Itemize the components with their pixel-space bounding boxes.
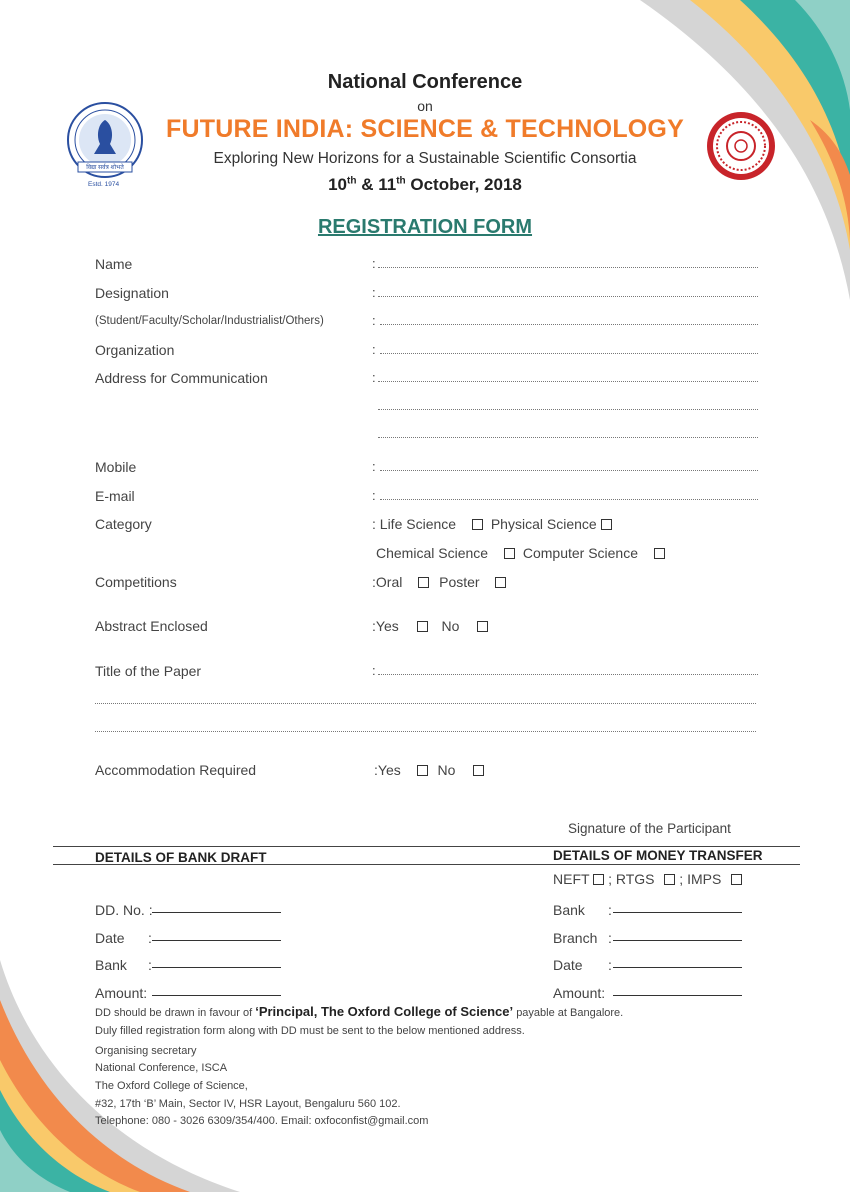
title-paper-field-line2[interactable] xyxy=(95,703,756,704)
address-field-line2[interactable] xyxy=(378,409,758,410)
neft-label: NEFT xyxy=(553,871,590,887)
accommodation-yes-checkbox[interactable] xyxy=(417,765,428,776)
address-line-1: Organising secretary xyxy=(95,1045,197,1057)
accommodation-label: Accommodation Required xyxy=(95,762,257,778)
abstract-label: Abstract Enclosed xyxy=(95,618,208,634)
name-label: Name xyxy=(95,256,133,272)
category-label: Category xyxy=(95,516,152,532)
address-field-line1[interactable] xyxy=(378,381,758,382)
title-paper-colon: : xyxy=(372,663,376,678)
name-field[interactable] xyxy=(378,267,758,268)
dd-instruction: DD should be drawn in favour of ‘Principal, The Oxford College of Science’ payable at Bangalore. xyxy=(95,1004,624,1019)
dd-payee: ‘Principal, The Oxford College of Science’ xyxy=(255,1004,514,1019)
abstract-yes-label: Yes xyxy=(375,618,399,634)
comp-oral-label: Oral xyxy=(375,574,403,590)
conference-dates: 10th & 11th October, 2018 xyxy=(328,175,522,194)
address-label: Address for Communication xyxy=(95,370,268,386)
mt-bank-label: Bank xyxy=(553,902,585,918)
conference-subtitle: Exploring New Horizons for a Sustainable Scientific Consortia xyxy=(213,150,637,167)
designation-hint-colon: : xyxy=(372,313,376,328)
dd-amount-field[interactable] xyxy=(152,995,281,996)
accommodation-no-checkbox[interactable] xyxy=(473,765,484,776)
email-colon: : xyxy=(372,488,376,503)
imps-label: ; IMPS xyxy=(679,871,722,887)
organization-field[interactable] xyxy=(380,353,758,354)
form-title: REGISTRATION FORM xyxy=(317,216,533,238)
comp-poster-label: Poster xyxy=(439,574,480,590)
name-colon: : xyxy=(372,256,376,271)
rtgs-checkbox[interactable] xyxy=(664,874,675,885)
dd-bank-colon: : xyxy=(148,957,152,973)
accommodation-no-label: No xyxy=(437,762,456,778)
imps-checkbox[interactable] xyxy=(731,874,742,885)
mt-branch-field[interactable] xyxy=(613,940,742,941)
mt-branch-label: Branch xyxy=(553,930,598,946)
competitions-label: Competitions xyxy=(95,574,177,590)
address-line-2: National Conference, ISCA xyxy=(95,1062,228,1074)
cat-life-label: Life Science xyxy=(379,516,457,532)
conference-on: on xyxy=(417,98,433,114)
mt-amount-field[interactable] xyxy=(613,995,742,996)
mobile-colon: : xyxy=(372,459,376,474)
cat-computer-label: Computer Science xyxy=(522,545,639,561)
dd-date-colon: : xyxy=(148,930,152,946)
cat-life-checkbox[interactable] xyxy=(472,519,483,530)
dd-send-instruction: Duly filled registration form along with DD must be sent to the below mentioned address. xyxy=(95,1025,525,1037)
left-logo-estd: Estd. 1974 xyxy=(88,181,120,188)
address-field-line3[interactable] xyxy=(378,437,758,438)
dd-no-label: DD. No. : xyxy=(95,902,153,918)
designation-field[interactable] xyxy=(378,296,758,297)
designation-label: Designation xyxy=(95,285,169,301)
mt-branch-colon: : xyxy=(608,930,612,946)
cat-physical-checkbox[interactable] xyxy=(601,519,612,530)
abstract-options: :Yes No xyxy=(372,618,488,634)
cat-physical-label: Physical Science xyxy=(490,516,597,532)
transfer-mode-options xyxy=(553,871,742,887)
signature-label: Signature of the Participant xyxy=(568,821,731,836)
email-field[interactable] xyxy=(380,499,758,500)
cat-chemical-checkbox[interactable] xyxy=(504,548,515,559)
dd-bank-field[interactable] xyxy=(152,967,281,968)
left-logo-motto: विद्या सर्वत्र शोभते xyxy=(86,165,124,171)
designation-colon: : xyxy=(372,285,376,300)
address-line-3: The Oxford College of Science, xyxy=(95,1080,248,1092)
mt-date-field[interactable] xyxy=(613,967,742,968)
dd-no-field[interactable] xyxy=(152,912,281,913)
conference-theme: FUTURE INDIA: SCIENCE & TECHNOLOGY xyxy=(166,115,684,143)
mt-bank-colon: : xyxy=(608,902,612,918)
title-paper-field-line3[interactable] xyxy=(95,731,756,732)
cat-chemical-label: Chemical Science xyxy=(376,545,489,561)
abstract-no-checkbox[interactable] xyxy=(477,621,488,632)
category-options-row1: : Life Science Physical Science xyxy=(372,516,612,532)
accommodation-options: :Yes No xyxy=(374,762,484,778)
section-divider-top xyxy=(53,846,800,847)
dd-date-field[interactable] xyxy=(152,940,281,941)
mt-amount-label: Amount: xyxy=(553,985,606,1001)
neft-checkbox[interactable] xyxy=(593,874,604,885)
comp-oral-checkbox[interactable] xyxy=(418,577,429,588)
dd-bank-label: Bank xyxy=(95,957,127,973)
email-label: E-mail xyxy=(95,488,135,504)
dd-amount-label: Amount: xyxy=(95,985,148,1001)
money-transfer-heading: DETAILS OF MONEY TRANSFER xyxy=(553,848,763,863)
abstract-yes-checkbox[interactable] xyxy=(417,621,428,632)
designation-hint: (Student/Faculty/Scholar/Industrialist/Others) xyxy=(95,315,324,327)
title-paper-field-line1[interactable] xyxy=(378,674,758,675)
organization-colon: : xyxy=(372,342,376,357)
mobile-field[interactable] xyxy=(380,470,758,471)
address-colon: : xyxy=(372,370,376,385)
category-options-row2 xyxy=(376,545,665,561)
conference-title: National Conference xyxy=(327,71,523,93)
accommodation-yes-label: Yes xyxy=(377,762,401,778)
cat-computer-checkbox[interactable] xyxy=(654,548,665,559)
mt-date-colon: : xyxy=(608,957,612,973)
competitions-options: :Oral Poster xyxy=(372,574,506,590)
mt-bank-field[interactable] xyxy=(613,912,742,913)
comp-poster-checkbox[interactable] xyxy=(495,577,506,588)
abstract-no-label: No xyxy=(441,618,460,634)
mt-date-label: Date xyxy=(553,957,583,973)
organization-label: Organization xyxy=(95,342,175,358)
address-line-4: #32, 17th ‘B’ Main, Sector IV, HSR Layout, Bengaluru 560 102. xyxy=(95,1098,401,1110)
rtgs-label: ; RTGS xyxy=(608,871,655,887)
title-paper-label: Title of the Paper xyxy=(95,663,202,679)
designation-hint-field[interactable] xyxy=(380,324,758,325)
dd-date-label: Date xyxy=(95,930,125,946)
bank-draft-heading: DETAILS OF BANK DRAFT xyxy=(95,850,267,865)
address-line-5: Telephone: 080 - 3026 6309/354/400. Email: oxfoconfist@gmail.com xyxy=(95,1115,429,1127)
mobile-label: Mobile xyxy=(95,459,137,475)
